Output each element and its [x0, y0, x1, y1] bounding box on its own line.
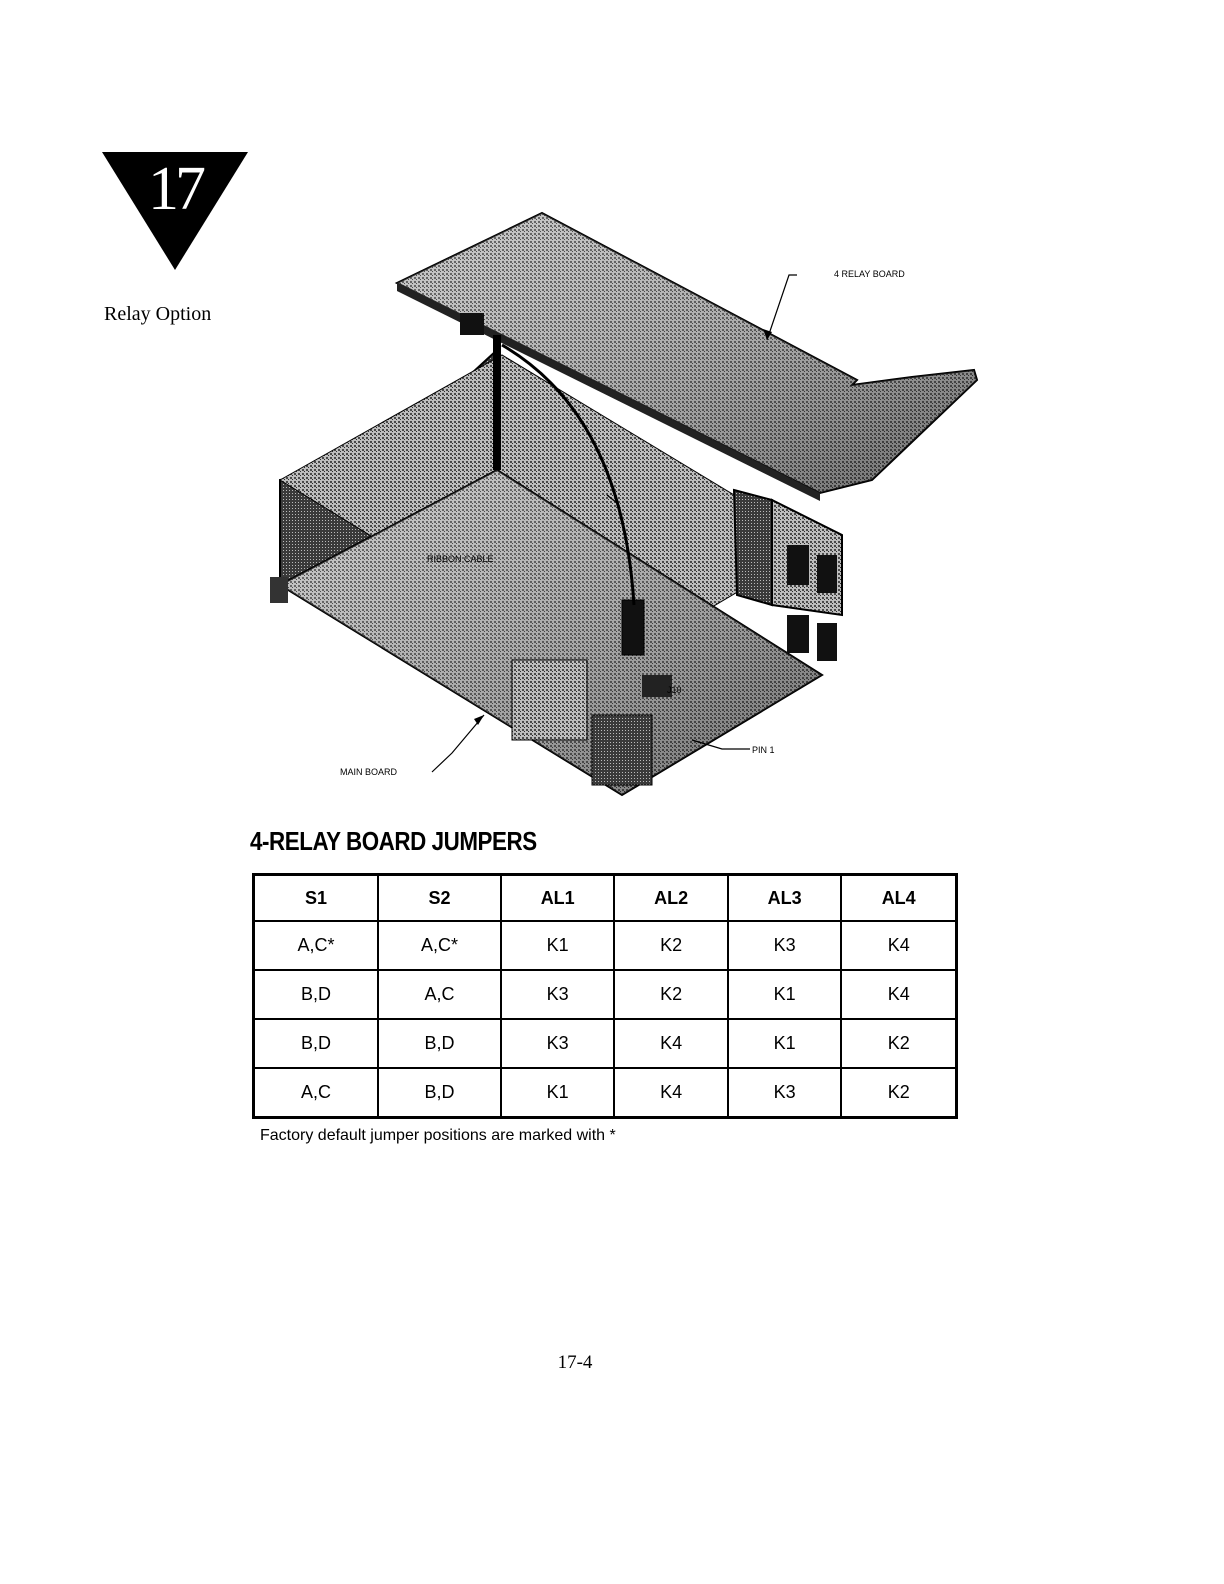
header-s2: S2: [378, 875, 501, 922]
table-cell: K1: [501, 921, 614, 970]
table-cell: B,D: [254, 970, 379, 1019]
table-cell: K2: [614, 970, 727, 1019]
relay-board-label: 4 RELAY BOARD: [834, 269, 905, 279]
table-row: [254, 970, 957, 1019]
table-footnote: Factory default jumper positions are marked with *: [260, 1127, 616, 1144]
chapter-badge: [100, 150, 250, 272]
table-cell: K2: [841, 1068, 956, 1118]
page-number: 17-4: [557, 1352, 593, 1373]
pin1-label: PIN 1: [752, 745, 775, 755]
table-cell: K1: [728, 970, 841, 1019]
table-cell: K3: [501, 970, 614, 1019]
table-cell: K2: [614, 921, 727, 970]
table-cell: K4: [841, 970, 956, 1019]
header-al2: AL2: [614, 875, 727, 922]
table-cell: A,C*: [254, 921, 379, 970]
table-cell: K1: [728, 1019, 841, 1068]
jumper-table: [252, 873, 958, 1119]
header-s1: S1: [254, 875, 379, 922]
table-cell: B,D: [378, 1019, 501, 1068]
chapter-number: 17: [148, 155, 202, 223]
table-cell: K4: [841, 921, 956, 970]
ribbon-cable-label: RIBBON CABLE: [427, 554, 494, 564]
table-cell: B,D: [254, 1019, 379, 1068]
table-cell: B,D: [378, 1068, 501, 1118]
connector-label: J10: [667, 685, 682, 695]
table-cell: A,C: [254, 1068, 379, 1118]
table-cell: A,C: [378, 970, 501, 1019]
table-cell: K3: [728, 921, 841, 970]
table-row: [254, 921, 957, 970]
table-cell: K4: [614, 1019, 727, 1068]
section-title: Relay Option: [104, 303, 212, 325]
table-cell: A,C*: [378, 921, 501, 970]
header-al1: AL1: [501, 875, 614, 922]
table-header-row: [254, 875, 957, 922]
header-al3: AL3: [728, 875, 841, 922]
table-heading: 4-RELAY BOARD JUMPERS: [250, 826, 537, 856]
table-cell: K1: [501, 1068, 614, 1118]
table-cell: K3: [501, 1019, 614, 1068]
relay-board-diagram: [262, 205, 982, 805]
header-al4: AL4: [841, 875, 956, 922]
main-board-label: MAIN BOARD: [340, 767, 398, 777]
table-cell: K2: [841, 1019, 956, 1068]
table-cell: K3: [728, 1068, 841, 1118]
table-cell: K4: [614, 1068, 727, 1118]
table-row: [254, 1068, 957, 1118]
table-row: [254, 1019, 957, 1068]
